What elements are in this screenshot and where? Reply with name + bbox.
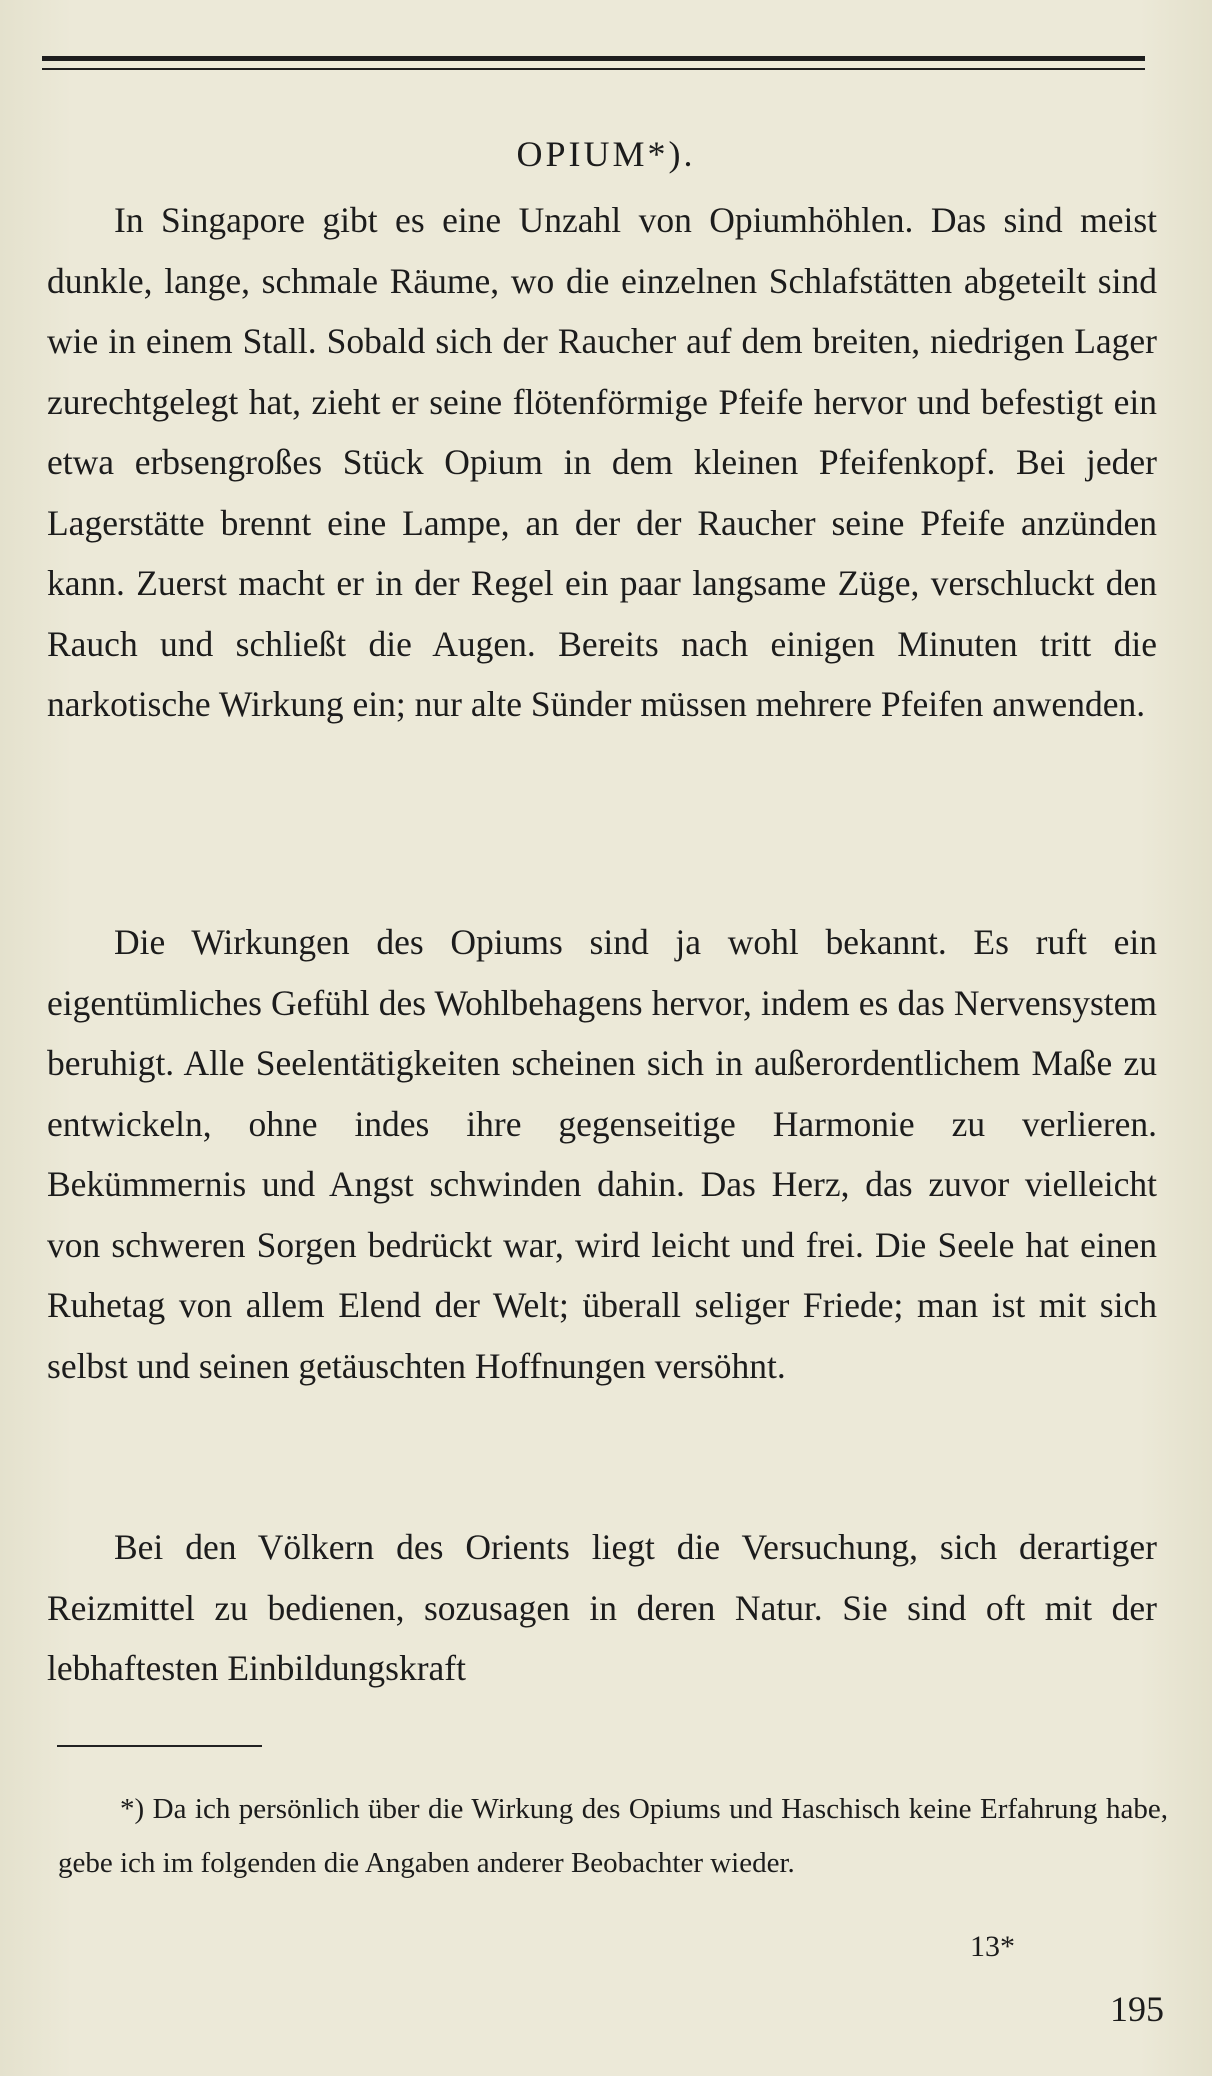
footnote-rule: [57, 1745, 262, 1747]
footnote: [58, 1782, 1168, 1890]
footnote-marker: *): [120, 1793, 145, 1825]
paragraph-2: [47, 912, 1157, 1396]
paragraph-2-text: Die Wirkungen des Opiums sind ja wohl bekannt. Es ruft ein eigentümliches Gefühl des Wohlbehagens hervor, indem es das Nervensystem beruhigt. Alle Seelentätigkeiten scheinen sich in außerordentlichem Maße zu entwickeln, ohne indes ihre gegenseitige Harmonie zu verlieren. Bekümmernis und Angst schwinden dahin. Das Herz, das zuvor vielleicht von schweren Sorgen bedrückt war, wird leicht und frei. Die Seele hat einen Ruhetag von allem Elend der Welt; überall seliger Friede; man ist mit sich selbst und seinen getäuschten Hoffnungen versöhnt.: [47, 922, 1157, 1386]
page-number: 195: [1110, 1989, 1164, 2029]
header-rule-thin: [42, 68, 1145, 70]
paragraph-3: [47, 1517, 1157, 1699]
header-rule-thick: [42, 56, 1145, 61]
signature-mark: 13*: [970, 1930, 1015, 1963]
paragraph-1-text: In Singapore gibt es eine Unzahl von Opiumhöhlen. Das sind meist dunkle, lange, schmale Räume, wo die einzelnen Schlafstätten abgeteilt sind wie in einem Stall. Sobald sich der Raucher auf dem breiten, niedrigen Lager zurechtgelegt hat, zieht er seine flötenförmige Pfeife hervor und befestigt ein etwa erbsengroßes Stück Opium in dem kleinen Pfeifenkopf. Bei jeder Lagerstätte brennt eine Lampe, an der der Raucher seine Pfeife anzünden kann. Zuerst macht er in der Regel ein paar langsame Züge, verschluckt den Rauch und schließt die Augen. Bereits nach einigen Minuten tritt die narkotische Wirkung ein; nur alte Sünder müssen mehrere Pfeifen anwenden.: [47, 200, 1157, 724]
footnote-text: Da ich persönlich über die Wirkung des Opiums und Haschisch keine Erfahrung habe, gebe ich im folgenden die Angaben anderer Beobachter wieder.: [58, 1793, 1168, 1879]
chapter-title: OPIUM*).: [516, 134, 696, 174]
paragraph-1: [47, 190, 1157, 735]
paragraph-3-text: Bei den Völkern des Orients liegt die Versuchung, sich derartiger Reizmittel zu bedienen, sozusagen in deren Natur. Sie sind oft mit der lebhaftesten Einbildungskraft: [47, 1527, 1157, 1688]
